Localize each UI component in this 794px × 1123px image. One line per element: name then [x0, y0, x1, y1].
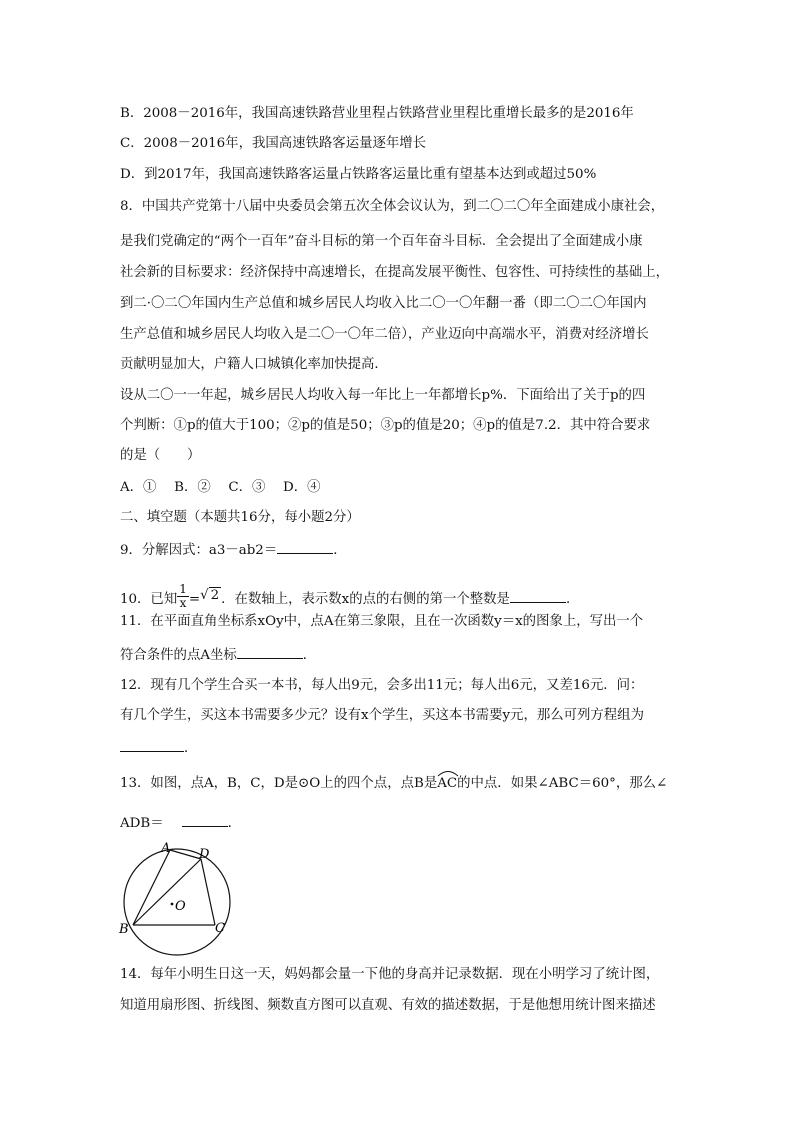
q7-option-d: D．到2017年，我国高速铁路客运量占铁路客运量比重有望基本达到或超过50%	[120, 167, 597, 182]
q12-end: ．	[184, 741, 198, 756]
q14-line-1: 14．每年小明生日这一天，妈妈都会量一下他的身高并记录数据．现在小明学习了统计图，	[120, 967, 660, 982]
q8-line-4: 到二·〇二〇年国内生产总值和城乡居民人均收入比二〇一〇年翻一番（即二〇二〇年国内	[120, 296, 647, 311]
q14-line-2: 知道用扇形图、折线图、频数直方图可以直观、有效的描述数据，于是他想用统计图来描述	[120, 998, 656, 1013]
sqrt-icon: √	[200, 588, 209, 603]
q12-line-3	[120, 739, 197, 757]
label-d: D	[199, 847, 210, 862]
q10-fraction-numerator: 1	[179, 582, 187, 596]
q9-end: ．	[333, 543, 347, 558]
q10-answer-blank	[510, 590, 566, 603]
q8-line-3: 社会新的目标要求：经济保持中高速增长，在提高发展平衡性、包容性、可持续性的基础上，	[120, 265, 670, 280]
segment-bd	[133, 859, 201, 925]
arc-mark-icon	[437, 769, 459, 777]
q10-rest: ．在数轴上，表示数x的点的右侧的第一个整数是	[221, 592, 510, 607]
q7-option-b: B．2008－2016年，我国高速铁路营业里程占铁路营业里程比重增长最多的是2016年	[120, 106, 634, 121]
q13-prefix: 13．如图，点A，B，C，D是⊙O上的四个点，点B是	[120, 776, 438, 791]
q10-sqrt	[200, 588, 221, 604]
q10-fraction	[177, 583, 189, 610]
q9-text: 9．分解因式：a3－ab2＝	[120, 543, 278, 558]
segment-dc	[201, 859, 215, 925]
q13-arc-ac	[437, 776, 457, 792]
label-o: O	[175, 899, 186, 914]
q8-line-6: 贡献明显加大，户籍人口城镇化率加快提高．	[120, 357, 388, 372]
label-a: A	[161, 841, 171, 856]
q11-answer-blank	[237, 646, 303, 659]
q9	[120, 541, 347, 559]
circle-figure	[117, 838, 235, 956]
q11-line-2	[120, 646, 316, 664]
q10-radicand: 2	[210, 588, 220, 603]
q8-line-9: 的是（ ）	[120, 448, 201, 463]
q8-line-7: 设从二〇一一年起，城乡居民人均收入每一年比上一年都增长p%．下面给出了关于p的四	[120, 388, 646, 403]
q13-suffix: 的中点．如果∠ABC＝60°，那么∠	[457, 776, 668, 791]
q10-equals: =	[188, 592, 201, 607]
q10-prefix: 10．已知	[120, 592, 178, 607]
q8-line-8: 个判断：①p的值大于100；②p的值是50；③p的值是20；④p的值是7.2．其中符合要求	[120, 418, 651, 433]
q13-line-1	[120, 776, 667, 792]
label-b: B	[119, 922, 129, 937]
q13-adb: ADB＝	[120, 816, 164, 831]
q9-answer-blank	[277, 541, 333, 554]
section-title: 二、填空题（本题共16分，每小题2分）	[120, 510, 360, 525]
q8-line-5: 生产总值和城乡居民人均收入是二〇一〇年二倍），产业迈向中高端水平，消费对经济增长	[120, 327, 649, 342]
q10	[120, 582, 580, 613]
label-c: C	[215, 921, 225, 936]
q13-arc-label: AC	[437, 776, 458, 791]
q11-line-1: 11．在平面直角坐标系xOy中，点A在第三象限，且在一次函数y＝x的图象上，写出一个	[120, 614, 644, 629]
q10-end: ．	[565, 592, 580, 607]
q7-option-c: C．2008－2016年，我国高速铁路客运量逐年增长	[120, 136, 427, 151]
q13-line-2	[120, 814, 241, 832]
q8-options: A．① B．② C．③ D．④	[120, 480, 321, 495]
q11-end: ．	[302, 648, 317, 663]
center-dot	[171, 903, 174, 906]
q8-line-1: 8．中国共产党第十八届中央委员会第五次全体会议认为，到二〇二〇年全面建成小康社会，	[120, 199, 665, 214]
q12-line-2: 有几个学生，买这本书需要多少元？设有x个学生，买这本书需要y元，那么可列方程组为	[120, 708, 644, 723]
q10-fraction-denominator: x	[179, 596, 187, 610]
segment-ab	[133, 850, 170, 925]
q12-answer-blank	[120, 739, 184, 752]
q8-line-2: 是我们党确定的“两个一百年”奋斗目标的第一个百年奋斗目标．全会提出了全面建成小康	[120, 234, 643, 249]
q13-end: ．	[227, 816, 242, 831]
q12-line-1: 12．现有几个学生合买一本书，每人出9元，会多出11元；每人出6元，又差16元．问：	[120, 678, 644, 693]
segment-ad	[170, 850, 201, 859]
q13-answer-blank	[182, 814, 228, 827]
q11-text: 符合条件的点A坐标	[120, 648, 237, 663]
